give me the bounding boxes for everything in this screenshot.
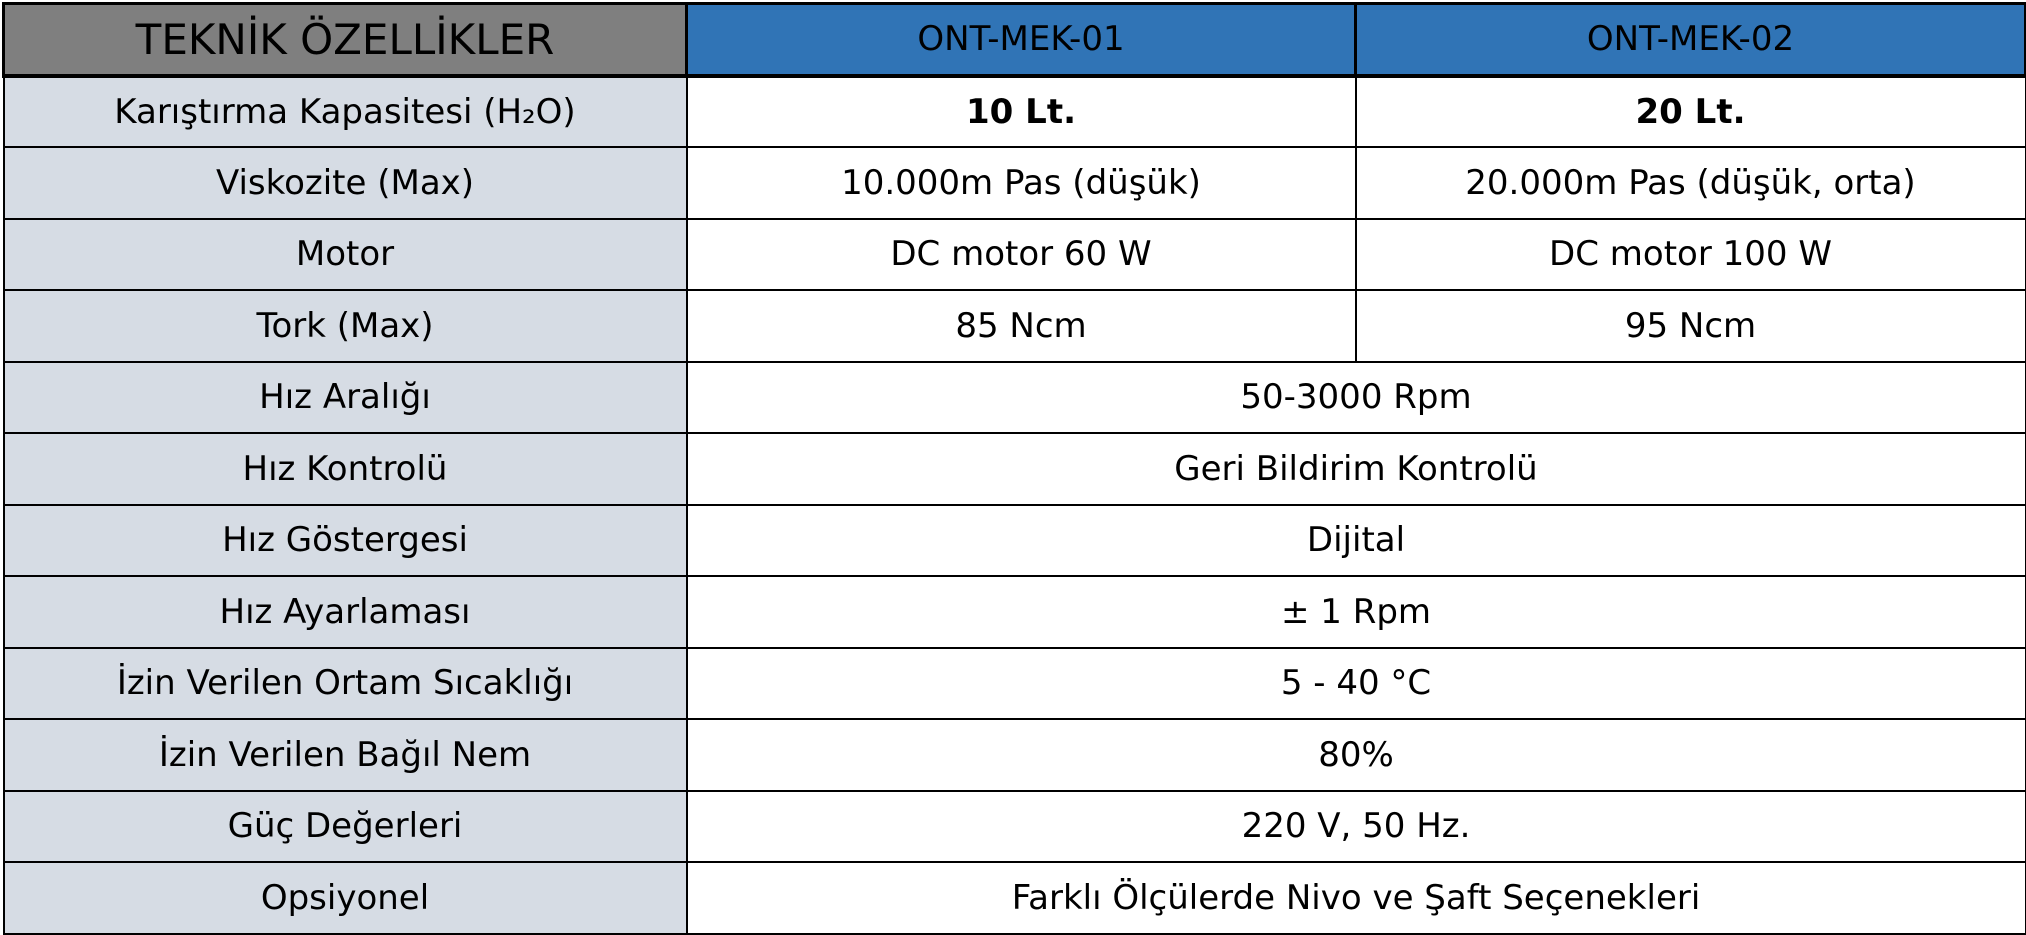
table-row xyxy=(4,362,2026,434)
row-value-shared: Dijital xyxy=(687,505,2026,577)
row-label: Hız Aralığı xyxy=(4,362,687,434)
row-value-model-2: 20 Lt. xyxy=(1356,76,2026,148)
row-label: Hız Kontrolü xyxy=(4,433,687,505)
row-value-model-2: 20.000m Pas (düşük, orta) xyxy=(1356,147,2026,219)
row-label: Hız Göstergesi xyxy=(4,505,687,577)
table-row xyxy=(4,719,2026,791)
table-title: TEKNİK ÖZELLİKLER xyxy=(4,4,687,76)
row-label: Opsiyonel xyxy=(4,862,687,934)
table-row xyxy=(4,791,2026,863)
row-label: Güç Değerleri xyxy=(4,791,687,863)
table-row xyxy=(4,219,2026,291)
row-label: İzin Verilen Bağıl Nem xyxy=(4,719,687,791)
row-value-model-1: 85 Ncm xyxy=(687,290,1356,362)
row-label: Hız Ayarlaması xyxy=(4,576,687,648)
row-value-model-1: 10 Lt. xyxy=(687,76,1356,148)
row-value-model-2: 95 Ncm xyxy=(1356,290,2026,362)
row-value-shared: 80% xyxy=(687,719,2026,791)
row-value-shared: 220 V, 50 Hz. xyxy=(687,791,2026,863)
row-value-shared: 50-3000 Rpm xyxy=(687,362,2026,434)
row-label: Karıştırma Kapasitesi (H₂O) xyxy=(4,76,687,148)
table-row xyxy=(4,76,2026,148)
row-value-shared: ± 1 Rpm xyxy=(687,576,2026,648)
row-value-shared: Farklı Ölçülerde Nivo ve Şaft Seçenekleri xyxy=(687,862,2026,934)
model-header-2: ONT-MEK-02 xyxy=(1356,4,2026,76)
spec-table xyxy=(2,2,2026,935)
row-label: Viskozite (Max) xyxy=(4,147,687,219)
table-row xyxy=(4,648,2026,720)
row-value-shared: 5 - 40 °C xyxy=(687,648,2026,720)
table-row xyxy=(4,505,2026,577)
row-value-model-1: DC motor 60 W xyxy=(687,219,1356,291)
table-row xyxy=(4,147,2026,219)
row-label: Tork (Max) xyxy=(4,290,687,362)
model-header-1: ONT-MEK-01 xyxy=(687,4,1356,76)
table-row xyxy=(4,290,2026,362)
row-value-model-1: 10.000m Pas (düşük) xyxy=(687,147,1356,219)
row-label: Motor xyxy=(4,219,687,291)
table-row xyxy=(4,576,2026,648)
row-value-model-2: DC motor 100 W xyxy=(1356,219,2026,291)
table-row xyxy=(4,862,2026,934)
header-row xyxy=(4,4,2026,76)
row-label: İzin Verilen Ortam Sıcaklığı xyxy=(4,648,687,720)
row-value-shared: Geri Bildirim Kontrolü xyxy=(687,433,2026,505)
table-row xyxy=(4,433,2026,505)
